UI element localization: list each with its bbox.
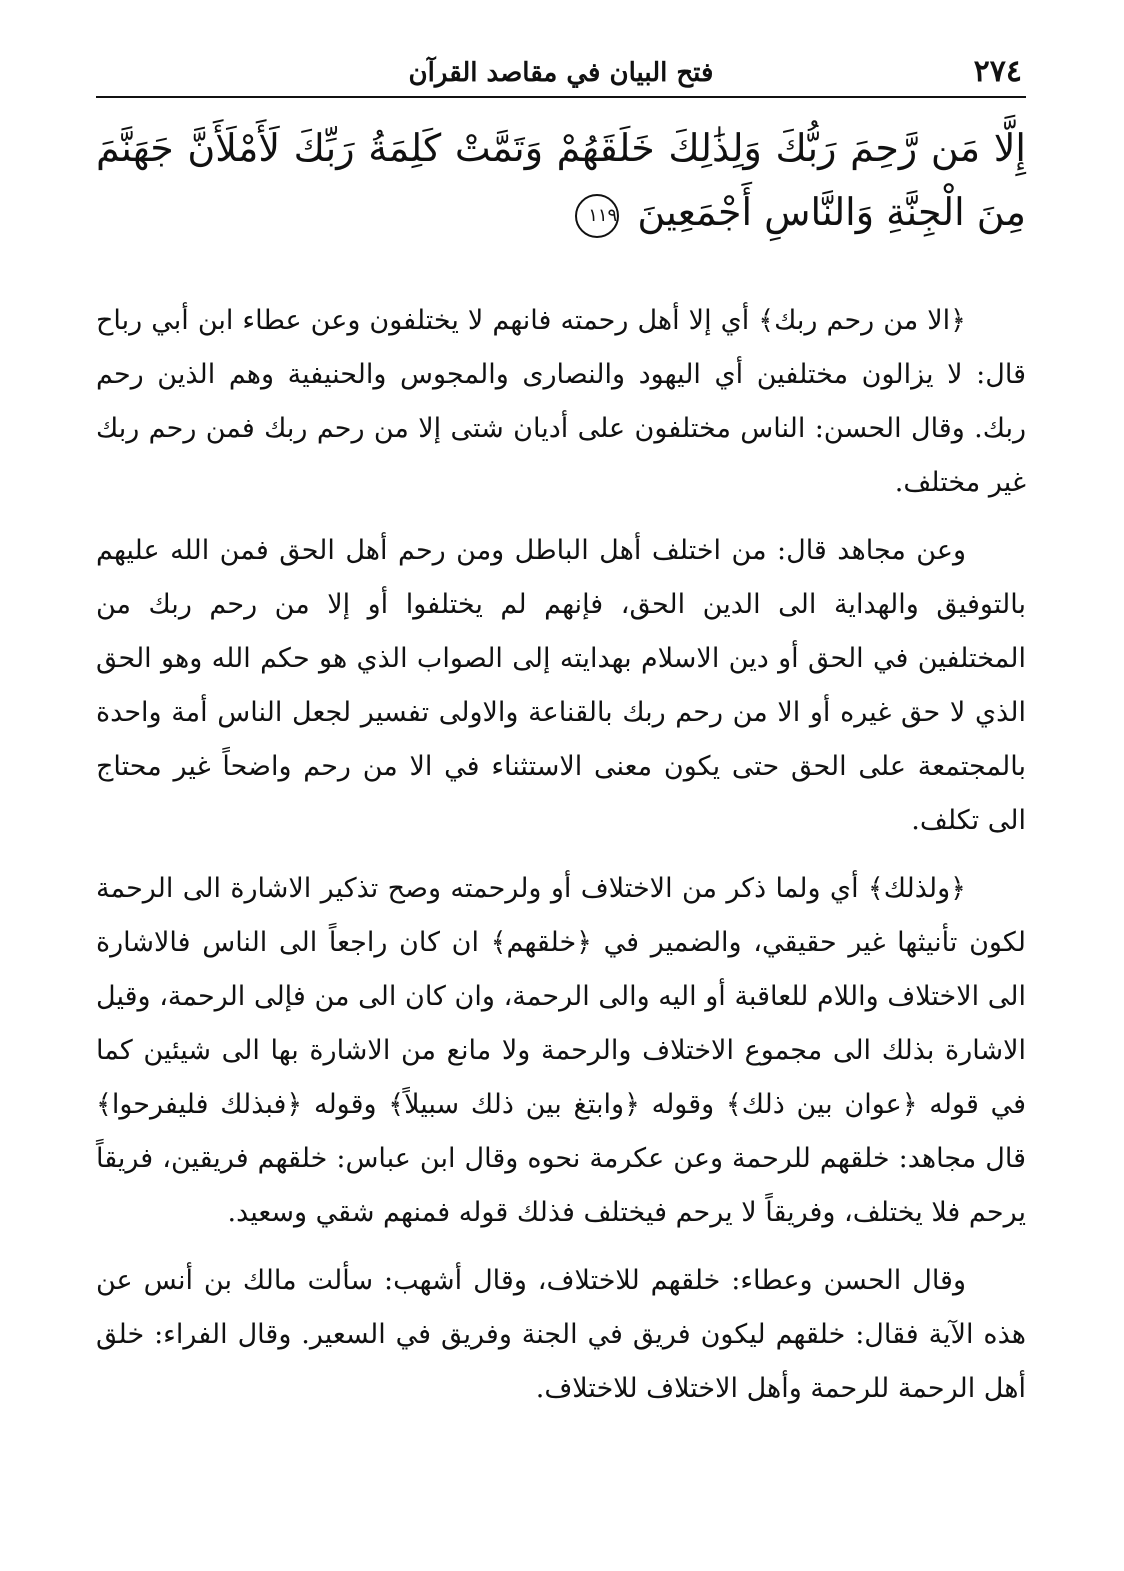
commentary-paragraph: وعن مجاهد قال: من اختلف أهل الباطل ومن رحم أهل الحق فمن الله عليهم بالتوفيق والهداية الى الدين الحق، فإنهم لم يختلفوا أو إلا من رحم ربك من المختلفين في الحق أو دين الاسلام بهدايته إلى الصواب الذي هو حكم الله وهو الحق الذي لا حق غيره أو الا من رحم ربك بالقناعة والاولى تفسير لجعل الناس أمة واحدة بالمجتمعة على الحق حتى يكون معنى الاستثناء في الا من رحم واضحاً غير محتاج الى تكلف. <box>96 535 1026 836</box>
commentary-paragraph: ﴿الا من رحم ربك﴾ أي إلا أهل رحمته فانهم لا يختلفون وعن عطاء ابن أبي رباح قال: لا يزالون مختلفين أي اليهود والنصارى والمجوس والحنيفية وهم الذين رحم ربك. وقال الحسن: الناس مختلفون على أديان شتى إلا من رحم ربك فمن رحم ربك غير مختلف. <box>96 305 1026 498</box>
running-head <box>96 50 1026 98</box>
commentary-paragraph: ﴿ولذلك﴾ أي ولما ذكر من الاختلاف أو ولرحمته وصح تذكير الاشارة الى الرحمة لكون تأنيثها غير حقيقي، والضمير في ﴿خلقهم﴾ ان كان راجعاً الى الناس فالاشارة الى الاختلاف واللام للعاقبة أو اليه والى الرحمة، وان كان الى من فإلى الرحمة، وقيل الاشارة بذلك الى مجموع الاختلاف والرحمة ولا مانع من الاشارة بها الى شيئين كما في قوله ﴿عوان بين ذلك﴾ وقوله ﴿وابتغ بين ذلك سبيلاً﴾ وقوله ﴿فبذلك فليفرحوا﴾ قال مجاهد: خلقهم للرحمة وعن عكرمة نحوه وقال ابن عباس: خلقهم فريقين، فريقاً يرحم فلا يختلف، وفريقاً لا يرحم فيختلف فذلك قوله فمنهم شقي وسعيد. <box>96 873 1026 1228</box>
ayah-number-marker: ١١٩ <box>575 194 619 238</box>
quran-verse <box>96 116 1026 244</box>
verse-text: إِلَّا مَن رَّحِمَ رَبُّكَ وَلِذَٰلِكَ خَلَقَهُمْ وَتَمَّتْ كَلِمَةُ رَبِّكَ لَأَمْلَأَنَّ جَهَنَّمَ مِنَ الْجِنَّةِ وَالنَّاسِ أَجْمَعِينَ <box>96 126 1026 234</box>
commentary-paragraph: وقال الحسن وعطاء: خلقهم للاختلاف، وقال أشهب: سألت مالك بن أنس عن هذه الآية فقال: خلقهم ليكون فريق في الجنة وفريق في السعير. وقال الفراء: خلق أهل الرحمة للرحمة وأهل الاختلاف للاختلاف. <box>96 1265 1026 1404</box>
commentary <box>96 294 1026 1416</box>
page-number: ٢٧٤ <box>973 54 1022 89</box>
book-title: فتح البيان في مقاصد القرآن <box>408 58 714 88</box>
book-page <box>96 50 1026 1530</box>
